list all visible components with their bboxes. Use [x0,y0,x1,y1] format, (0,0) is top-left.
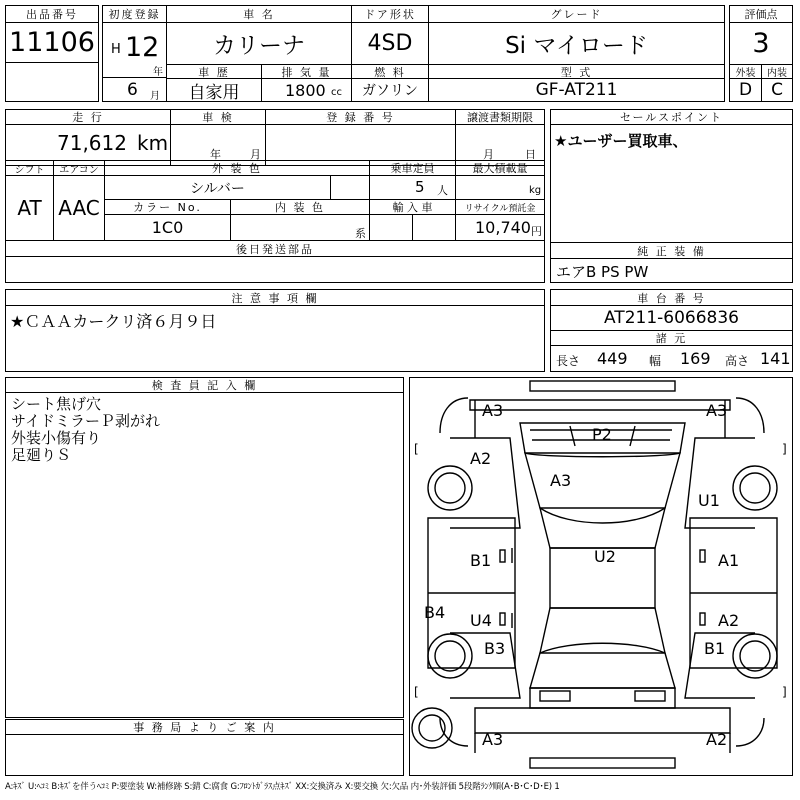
inspector-line: サイドミラーＰ剥がれ [11,412,160,430]
office-area [5,734,404,776]
equipment-text: エアB PS PW [556,263,649,281]
vehicle-info-block [5,5,793,102]
mark-front-right-corner: A3 [706,401,728,420]
width-value: 169 [680,349,711,368]
inspector-label: 検 査 員 記 入 欄 [5,377,404,393]
mark-right-quarter: B1 [704,639,726,658]
ac: AAC [53,175,105,241]
grade: Si マイロード [428,22,725,65]
inspector-line: シート焦げ穴 [11,395,102,413]
door-type: 4SD [351,22,429,65]
fuel-label: 燃 料 [351,64,429,79]
import-label: 輸 入 車 [369,199,456,215]
mark-left-rear-panel: B4 [424,603,446,622]
reg-year: 12 [125,32,160,63]
load-unit: kg [529,185,542,196]
notes-label: 注 意 事 項 欄 [5,289,545,306]
mark-right-rear-door: A2 [718,611,740,630]
insp-month-unit: 月 [250,148,261,161]
height-label: 高さ [725,354,750,368]
legend: A:ｷｽﾞ U:ﾍｺﾐ B:ｷｽﾞを伴うﾍｺﾐ P:要塗装 W:補修跡 S:錆 C:腐食 G:ﾌﾛﾝﾄｶﾞﾗｽ点ｷｽﾞ XX:交換済み X:要交換 欠:欠品 内･外装評価 5段階ﾗﾝｸ順(A･B･C･D･E) 1 [5,782,560,792]
year-unit: 年 [153,67,163,78]
door-label: ドア形状 [351,5,429,23]
score-label: 評価点 [729,5,793,23]
mileage: 71,612 [57,131,127,155]
int-grade-label: 内装 [761,64,793,79]
chassis-label: 車 台 番 号 [550,289,793,306]
mark-left-front-door: B1 [470,551,492,570]
damage-diagram [409,377,793,776]
capacity-label: 乗車定員 [369,160,456,176]
inspector-lines [11,396,160,464]
model-code: GF-AT211 [428,78,725,102]
transfer-month-unit: 月 [483,148,494,161]
cc-unit: cc [331,87,342,98]
length-value: 449 [597,349,628,368]
displacement-label: 排 気 量 [261,64,352,79]
capacity: 5 [415,178,425,196]
score: 3 [729,22,793,65]
mark-rear-left-corner: A3 [482,730,504,749]
history-label: 車 歴 [166,64,262,79]
mark-rear-right-corner: A2 [706,730,728,749]
equipment-label: 純 正 装 備 [550,242,793,259]
color-extra [330,175,370,200]
int-grade: C [761,78,793,102]
color: シルバー [104,175,331,200]
load-label: 最大積載量 [455,160,545,176]
recycle: 10,740 [475,218,531,237]
plate-label: 登 録 番 号 [265,109,456,125]
later-parts-label: 後日発送部品 [5,240,545,257]
mileage-label: 走 行 [5,109,171,125]
month-unit: 月 [150,91,160,102]
grade-label: グレード [428,5,725,23]
era-prefix: H [111,42,121,57]
fuel: ガソリン [351,78,429,102]
color-no-label: カラー No. [104,199,231,215]
car-name: カリーナ [166,22,352,65]
ext-grade-label: 外装 [729,64,762,79]
office-label: 事 務 局 よ り ご 案 内 [5,719,404,735]
bracket-right-front: ] [782,442,787,456]
length-label: 長さ [556,354,581,368]
recycle-unit: 円 [531,225,542,238]
specs-area [550,345,793,372]
mark-front-left-corner: A3 [482,401,504,420]
km-unit: km [137,131,169,155]
mark-right-front-door: A1 [718,551,740,570]
mark-roof: U2 [594,547,616,566]
model-label: 型 式 [428,64,725,79]
int-color-unit: 系 [355,227,366,240]
specs-label: 諸 元 [550,330,793,346]
inspection-label: 車 検 [170,109,266,125]
inspector-line: 足廻りＳ [11,446,72,464]
chassis-number: AT211-6066836 [550,305,793,331]
shift: AT [5,175,54,241]
lot-no-spacer [5,62,99,102]
lot-no-label: 出品番号 [5,5,99,23]
width-label: 幅 [649,354,662,368]
import-cell-b [412,214,456,241]
reg-month: 6 [127,80,138,100]
bracket-right-rear: ] [782,685,787,699]
color-label: 外 装 色 [104,160,370,176]
sales-point-text: ★ユーザー買取車、 [554,132,688,150]
recycle-label: リサイクル預託金 [455,199,545,215]
details-block [5,109,545,283]
lot-no: 11106 [5,22,99,63]
name-label: 車 名 [166,5,352,23]
mark-left-rear-door: U4 [470,611,492,630]
color-no: 1C0 [104,214,231,241]
sales-point-label: セールスポイント [550,109,793,125]
mark-front-hood: P2 [592,425,612,444]
displacement: 1800 [285,81,326,100]
inspector-line: 外装小傷有り [11,429,102,447]
history: 自家用 [166,78,262,102]
bracket-left-rear: [ [414,685,419,699]
ac-label: エアコン [53,160,105,176]
int-color-cell [230,214,370,241]
insp-year-unit: 年 [210,148,221,161]
transfer-label: 譲渡書類期限 [455,109,545,125]
shift-label: シフト [5,160,54,176]
later-parts-area [5,256,545,283]
notes-text: ★ＣＡＡカークリ済６月９日 [10,312,217,331]
ext-grade: D [729,78,762,102]
mark-front-left-fender: A2 [470,449,492,468]
mark-hood: A3 [550,471,572,490]
bracket-left-front: [ [414,442,419,456]
transfer-day-unit: 日 [525,148,536,161]
int-color-label: 内 装 色 [230,199,370,215]
first-reg-label: 初度登録 [102,5,167,23]
mark-left-quarter: B3 [484,639,506,658]
height-value: 141 [760,349,791,368]
car-outline [410,378,794,777]
mark-front-right-fender: U1 [698,491,720,510]
import-cell-a [369,214,413,241]
capacity-unit: 人 [437,184,448,197]
